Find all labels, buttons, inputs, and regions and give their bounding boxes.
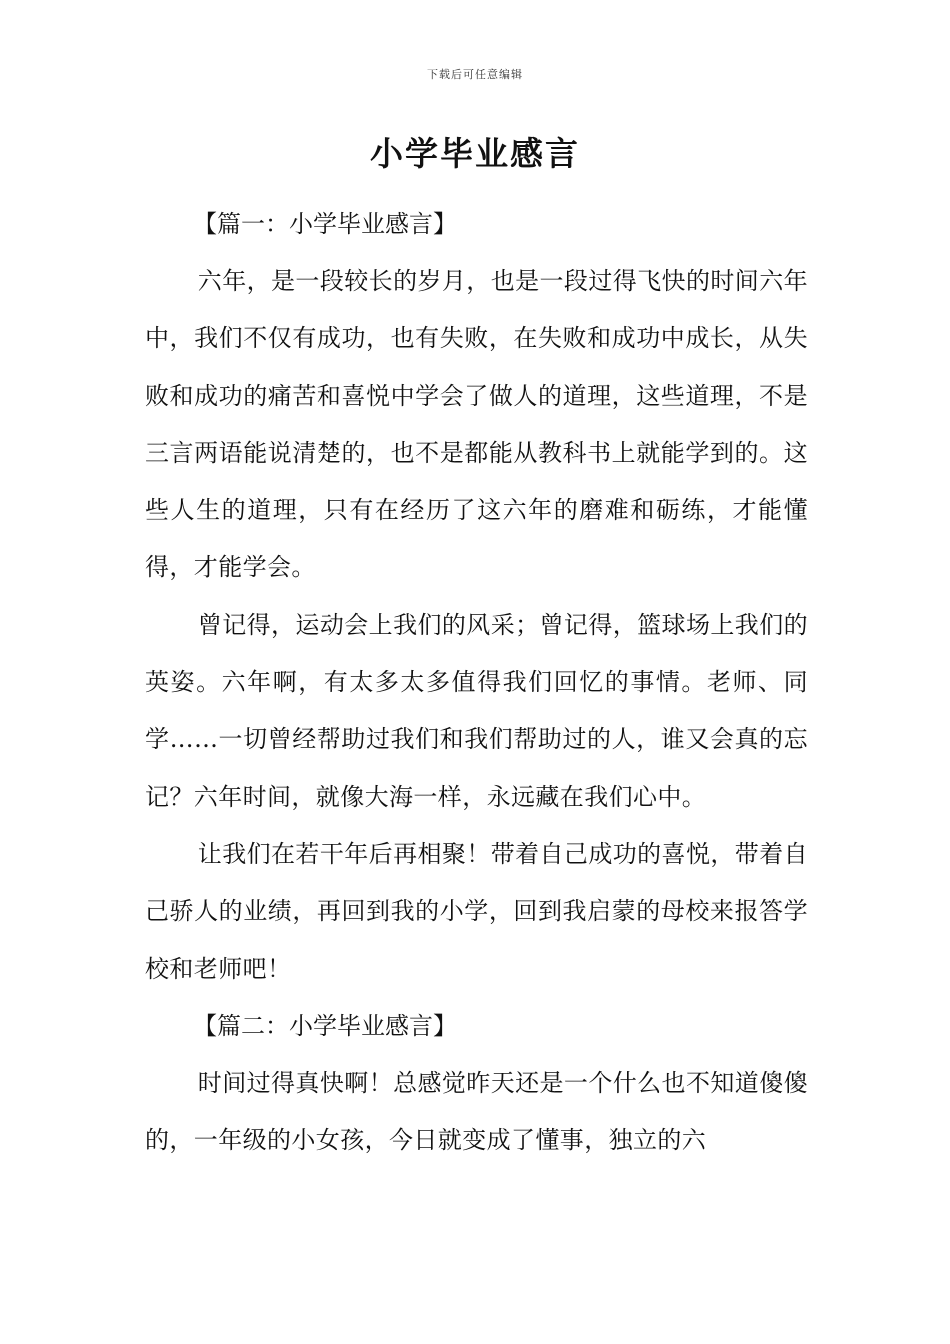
page-title: 小学毕业感言	[370, 134, 580, 173]
header-note: 下载后可任意编辑	[427, 68, 523, 81]
section-heading-1: 【篇一：小学毕业感言】	[193, 210, 457, 238]
section-heading-2: 【篇二：小学毕业感言】	[193, 1011, 457, 1040]
paragraph: 六年，是一段较长的岁月，也是一段过得飞快的时间六年中，我们不仅有成功，也有失败，在失败和成功中成长，从失败和成功的痛苦和喜悦中学会了做人的道理，这些道理，不是三言两语能说清楚的，也不是都能从教科书上就能学到的。这些人生的道理，只有在经历了这六年的磨难和砺练，才能懂得，才能学会。	[145, 267, 808, 582]
paragraph: 曾记得，运动会上我们的风采；曾记得，篮球场上我们的英姿。六年啊，有太多太多值得我们回忆的事情。老师、同学……一切曾经帮助过我们和我们帮助过的人，谁又会真的忘记？六年时间，就像大海一样，永远藏在我们心中。	[145, 610, 808, 811]
document-body	[145, 196, 808, 1169]
paragraph: 时间过得真快啊！总感觉昨天还是一个什么也不知道傻傻的，一年级的小女孩，今日就变成了懂事，独立的六	[145, 1068, 808, 1155]
paragraph: 让我们在若干年后再相聚！带着自己成功的喜悦，带着自己骄人的业绩，再回到我的小学，回到我启蒙的母校来报答学校和老师吧！	[145, 839, 808, 983]
